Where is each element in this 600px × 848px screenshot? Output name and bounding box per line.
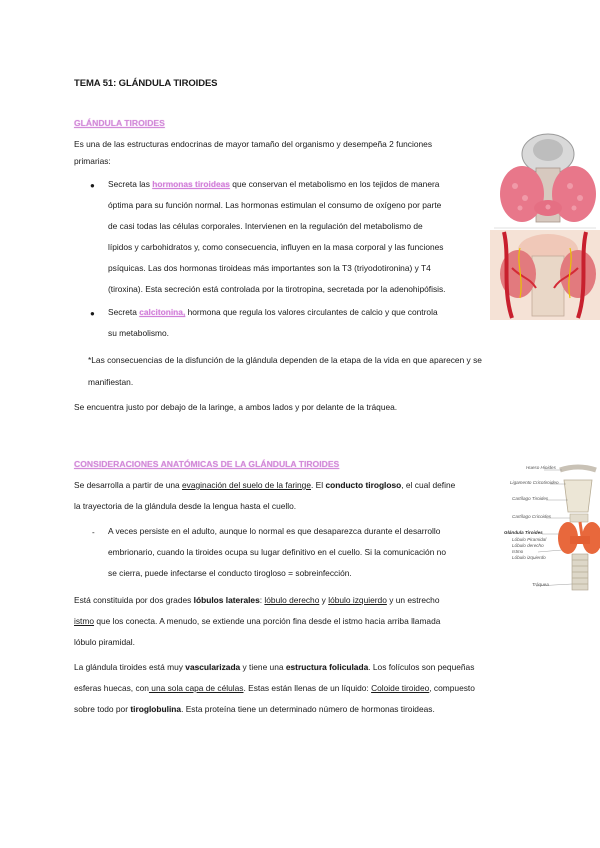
vascular-paragraph (74, 657, 528, 720)
vascular-line-1 (74, 657, 528, 678)
intro-line-1: Es una de las estructuras endocrinas de mayor tamaño del organismo y desempeña 2 funciones (74, 139, 433, 149)
highlight-hormonas-tiroideas: hormonas tiroideas (152, 179, 230, 189)
label-lobulo-derecho: Lóbulo derecho (512, 543, 544, 548)
text-run: . Los folículos son pequeñas (368, 662, 475, 672)
bullet-calcitonina (108, 302, 474, 344)
text-run: , el cual define (401, 480, 456, 490)
vascular-line-3 (74, 699, 528, 720)
bullet-calcitonina-line-2: su metabolismo. (108, 328, 169, 338)
dash-line: se cierra, puede infectarse el conducto tirogloso = sobreinfección. (108, 568, 352, 578)
underline-coloide-tiroideo: Coloide tiroideo (371, 683, 430, 693)
note-line-2: manifiestan. (88, 377, 134, 387)
underline-lobulo-derecho: lóbulo derecho (264, 595, 320, 605)
development-paragraph (74, 475, 474, 517)
section-heading-anatomy: CONSIDERACIONES ANATÓMICAS DE LA GLÁNDULA TIROIDES (74, 459, 340, 469)
underline-evaginacion: evaginación del suelo de la faringe (182, 480, 311, 490)
location-paragraph: Se encuentra justo por debajo de la laringe, a ambos lados y por delante de la tráquea. (74, 402, 398, 412)
label-lobulo-piramidal: Lóbulo Piramidal (512, 537, 547, 542)
text-run: y un estrecho (386, 595, 440, 605)
dash-line: embrionario, cuando la tiroides ocupa su lugar definitivo en el cuello. Si la comunicación no (108, 547, 446, 557)
bullet-icon: ● (90, 181, 95, 190)
text-run: . Estas están llenas de un líquido: (243, 683, 372, 693)
bold-tiroglobulina: tiroglobulina (130, 704, 182, 714)
label-hueso-hioides: Hueso Hioides (526, 465, 556, 470)
label-ligamento-cricotiroideo: Ligamento Cricotiroideo (510, 480, 559, 485)
bullet-hormonas-line: de casi todas las células corporales. Intervienen en la regulación del metabolismo de (108, 221, 423, 231)
label-lobulo-izquierdo: Lóbulo izquierdo (512, 555, 546, 560)
thyroid-illustration (490, 128, 600, 320)
development-line-1 (74, 475, 474, 496)
underline-una-sola-capa: una sola capa de células (148, 683, 244, 693)
label-glandula-tiroides: Glándula Tiroides (504, 530, 543, 535)
text-run: La glándula tiroides está muy (74, 662, 186, 672)
bullet-hormonas (108, 174, 474, 300)
highlight-calcitonina: calcitonina, (139, 307, 186, 317)
bullet-hormonas-line-1 (108, 174, 474, 195)
note-line-1: *Las consecuencias de la disfunción de la glándula dependen de la etapa de la vida en que aparecen y se (88, 355, 482, 365)
label-cartilago-tiroides: Cartílago Tiroides (512, 496, 549, 501)
text-run: que los conecta. A menudo, se extiende una porción fina desde el istmo hacia arriba llamada (94, 616, 441, 626)
lobes-line-1 (74, 590, 484, 611)
text-run: . El (311, 480, 326, 490)
bullet-hormonas-line: psíquicas. Las dos hormonas tiroideas más importantes son la T3 (triyodotironina) y T4 (108, 263, 431, 273)
bold-vascularizada: vascularizada (185, 662, 241, 672)
bold-lobulos-laterales: lóbulos laterales (193, 595, 260, 605)
bullet-hormonas-line: lípidos y carbohidratos y, como consecuencia, influyen en la masa corporal y las funciones (108, 242, 444, 252)
text-run: Se desarrolla a partir de una (74, 480, 183, 490)
label-traquea: Tráquea (532, 582, 549, 587)
development-line-2: la trayectoria de la glándula desde la lengua hasta el cuello. (74, 501, 297, 511)
note-paragraph (88, 350, 528, 393)
bold-conducto-tirogloso: conducto tirogloso (325, 480, 402, 490)
text-run: : (259, 595, 265, 605)
vascular-line-2 (74, 678, 528, 699)
bullet-hormonas-line: (tiroxina). Esta secreción está controlada por la tirotropina, secretada por la adenohipófisis. (108, 284, 446, 294)
lobes-paragraph (74, 590, 484, 653)
text-run: y tiene una (240, 662, 286, 672)
dash-line: A veces persiste en el adulto, aunque lo normal es que desaparezca durante el desarrollo (108, 526, 441, 536)
anatomy-diagram (500, 460, 600, 595)
label-istmo: Istmo (512, 549, 524, 554)
thyroid-illustration-svg (490, 128, 600, 320)
dash-paragraph (108, 521, 482, 584)
lobes-line-2 (74, 611, 484, 632)
bullet-hormonas-line: óptima para su función normal. Las hormonas estimulan el consumo de oxígeno por parte (108, 200, 442, 210)
intro-line-2: primarias: (74, 156, 111, 166)
bullet-text: Secreta las (108, 179, 153, 189)
bullet-text: Secreta (108, 307, 140, 317)
page-title: TEMA 51: GLÁNDULA TIROIDES (74, 78, 218, 89)
text-run: sobre todo por (74, 704, 131, 714)
bullet-text: hormona que regula los valores circulantes de calcio y que controla (185, 307, 438, 317)
text-run: y (319, 595, 329, 605)
underline-istmo: istmo (74, 616, 95, 626)
bullet-calcitonina-line-1 (108, 302, 474, 323)
text-run: . Esta proteína tiene un determinado número de hormonas tiroideas. (181, 704, 435, 714)
intro-paragraph (74, 134, 474, 172)
bold-estructura-foliculada: estructura foliculada (285, 662, 369, 672)
text-run: , compuesto (429, 683, 475, 693)
text-run: esferas huecas, con (74, 683, 149, 693)
label-cartilago-cricoides: Cartílago Cricoides (512, 514, 552, 519)
section-heading-thyroid: GLÁNDULA TIROIDES (74, 118, 165, 128)
bullet-icon: ● (90, 309, 95, 318)
text-run: Está constituida por dos grades (74, 595, 194, 605)
dash-icon: - (92, 528, 95, 537)
bullet-text: que conservan el metabolismo en los tejidos de manera (229, 179, 440, 189)
underline-lobulo-izquierdo: lóbulo izquierdo (328, 595, 387, 605)
lobes-line-3: lóbulo piramidal. (74, 637, 135, 647)
